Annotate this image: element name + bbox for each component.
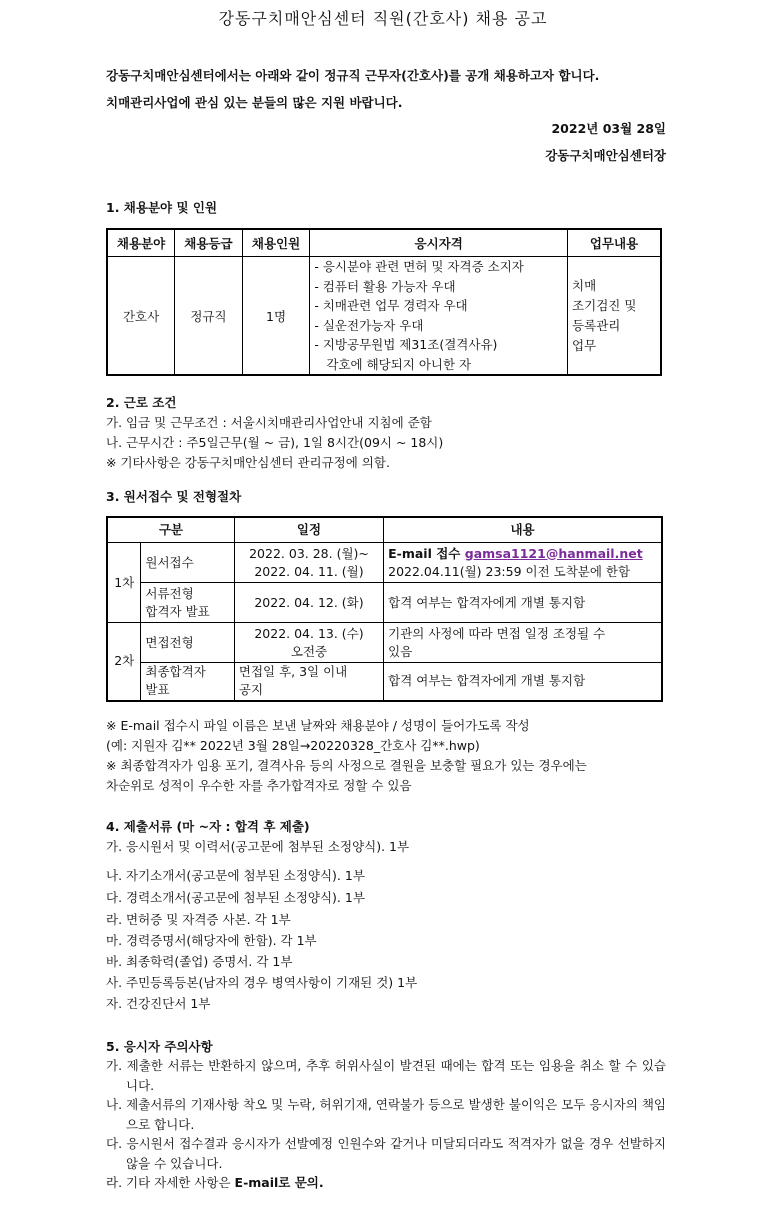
date-line: 2022. 04. 11. (월) xyxy=(254,563,364,579)
intro-line-1: 강동구치매안심센터에서는 아래와 같이 정규직 근무자(간호사)를 공개 채용하고자 합니다. xyxy=(106,68,600,83)
content-application xyxy=(384,543,662,583)
deadline-text: 2022.04.11(월) 23:59 이전 도착분에 한함 xyxy=(388,563,631,579)
col-header-quals: 응시자격 xyxy=(310,229,568,257)
qual-item: 각호에 해당되지 아니한 자 xyxy=(326,356,472,372)
col-header-grade: 채용등급 xyxy=(175,229,243,257)
caution-item: 나. 제출서류의 기재사항 착오 및 누락, 허위기재, 연락불가 등으로 발생한 불이익은 모두 응시자의 책임으로 합니다. xyxy=(106,1097,666,1132)
email-link[interactable]: gamsa1121@hanmail.net xyxy=(464,545,643,561)
col-header-content: 내용 xyxy=(384,517,662,543)
step-line: 발표 xyxy=(145,682,170,698)
cell-duty xyxy=(568,257,661,376)
date-line: 공지 xyxy=(238,682,264,698)
document-item: 사. 주민등록등본(남자의 경우 병역사항이 기재된 것) 1부 xyxy=(106,975,418,990)
caution-item xyxy=(106,1173,666,1193)
document-item: 가. 응시원서 및 이력서(공고문에 첨부된 소정양식). 1부 xyxy=(106,839,410,854)
caution-list xyxy=(106,1056,666,1193)
document-item: 바. 최종학력(졸업) 증명서. 각 1부 xyxy=(106,954,293,969)
date-final-announcement xyxy=(234,663,383,701)
col-header-count: 채용인원 xyxy=(242,229,310,257)
intro-line-2: 치매관리사업에 관심 있는 분들의 많은 지원 바랍니다. xyxy=(106,95,403,110)
note-line: ※ E-mail 접수시 파일 이름은 보낸 날짜와 채용분야 / 성명이 들어가도록 작성 xyxy=(106,718,530,733)
qual-item: - 응시분야 관련 면허 및 자격증 소지자 xyxy=(314,259,524,274)
qual-item: - 지방공무원법 제31조(결격사유) xyxy=(314,337,498,352)
duty-line: 치매 xyxy=(572,277,597,293)
content-line: 기관의 사정에 따라 면접 일정 조정될 수 xyxy=(388,625,606,641)
section1-heading: 1. 채용분야 및 인원 xyxy=(106,200,218,215)
work-hours-line: 나. 근무시간 : 주5일근무(월 ~ 금), 1일 8시간(09시 ~ 18시) xyxy=(106,435,444,450)
email-label: E-mail 접수 xyxy=(388,545,465,561)
date-line: 2022. 03. 28. (월)~ xyxy=(249,545,369,561)
document-item: 다. 경력소개서(공고문에 첨부된 소정양식). 1부 xyxy=(106,890,365,905)
note-line: ※ 최종합격자가 임용 포기, 결격사유 등의 사정으로 결원을 보충할 필요가 있는 경우에는 xyxy=(106,758,587,773)
cell-quals xyxy=(310,257,568,376)
col-header-category: 구분 xyxy=(107,517,234,543)
recruitment-table xyxy=(106,228,662,376)
step-interview: 면접전형 xyxy=(141,623,234,663)
col-header-field: 채용분야 xyxy=(107,229,175,257)
section2-heading: 2. 근로 조건 xyxy=(106,395,177,410)
step-line: 합격자 발표 xyxy=(145,603,210,619)
content-line: 있음 xyxy=(388,643,413,659)
content-final-announcement: 합격 여부는 합격자에게 개별 통지함 xyxy=(384,663,662,701)
schedule-table xyxy=(106,516,663,702)
issuer: 강동구치매안심센터장 xyxy=(545,148,666,163)
step-document-screening xyxy=(141,583,234,623)
note-line: (예: 지원자 김** 2022년 3월 28일→20220328_간호사 김**.hwp) xyxy=(106,738,480,753)
content-interview xyxy=(384,623,662,663)
section4-heading: 4. 제출서류 (마 ~자 : 합격 후 제출) xyxy=(106,819,310,834)
document-item: 나. 자기소개서(공고문에 첨부된 소정양식). 1부 xyxy=(106,868,365,883)
duty-line: 조기검진 및 xyxy=(572,297,637,313)
step-final-announcement xyxy=(141,663,234,701)
duty-line: 업무 xyxy=(572,337,597,353)
step-application: 원서접수 xyxy=(141,543,234,583)
date-interview xyxy=(234,623,383,663)
date-application xyxy=(234,543,383,583)
caution-item: 가. 제출한 서류는 반환하지 않으며, 추후 허위사실이 발견된 때에는 합격 또는 임용을 취소 할 수 있습니다. xyxy=(106,1058,666,1093)
qual-item: - 컴퓨터 활용 가능자 우대 xyxy=(314,278,456,294)
section5-heading: 5. 응시자 주의사항 xyxy=(106,1039,213,1054)
step-line: 최종합격자 xyxy=(145,664,206,680)
notice-date: 2022년 03월 28일 xyxy=(551,121,666,136)
section3-heading: 3. 원서접수 및 전형절차 xyxy=(106,489,242,504)
note-line: 차순위로 성적이 우수한 자를 추가합격자로 정할 수 있음 xyxy=(106,778,412,793)
step-line: 서류전형 xyxy=(145,585,194,601)
work-condition-line: 가. 임금 및 근무조건 : 서울시치매관리사업안내 지침에 준함 xyxy=(106,415,432,430)
content-document-screening: 합격 여부는 합격자에게 개별 통지함 xyxy=(384,583,662,623)
document-item: 마. 경력증명서(해당자에 한함). 각 1부 xyxy=(106,933,317,948)
date-line: 면접일 후, 3일 이내 xyxy=(238,664,348,680)
document-item: 자. 건강진단서 1부 xyxy=(106,996,211,1011)
cell-count: 1명 xyxy=(242,257,310,376)
duty-line: 등록관리 xyxy=(572,317,621,333)
caution-item: 다. 응시원서 접수결과 응시자가 선발예정 인원수와 같거나 미달되더라도 적격자가 없을 경우 선발하지 않을 수 있습니다. xyxy=(106,1136,666,1171)
qual-item: - 실운전가능자 우대 xyxy=(314,317,424,333)
date-line: 오전중 xyxy=(290,643,328,659)
caution-last-email: E-mail로 문의. xyxy=(234,1175,324,1190)
date-document-screening: 2022. 04. 12. (화) xyxy=(234,583,383,623)
stage-2: 2차 xyxy=(107,623,141,701)
stage-1: 1차 xyxy=(107,543,141,623)
caution-last-text: 라. 기타 자세한 사항은 xyxy=(106,1175,235,1190)
document-item: 라. 면허증 및 자격증 사본. 각 1부 xyxy=(106,912,291,927)
work-other-line: ※ 기타사항은 강동구치매안심센터 관리규정에 의함. xyxy=(106,455,390,470)
cell-grade: 정규직 xyxy=(175,257,243,376)
col-header-duty: 업무내용 xyxy=(568,229,661,257)
date-line: 2022. 04. 13. (수) xyxy=(254,625,364,641)
page-title: 강동구치매안심센터 직원(간호사) 채용 공고 xyxy=(218,9,548,28)
col-header-schedule: 일정 xyxy=(234,517,383,543)
cell-field: 간호사 xyxy=(107,257,175,376)
qual-item: - 치매관련 업무 경력자 우대 xyxy=(314,298,468,313)
